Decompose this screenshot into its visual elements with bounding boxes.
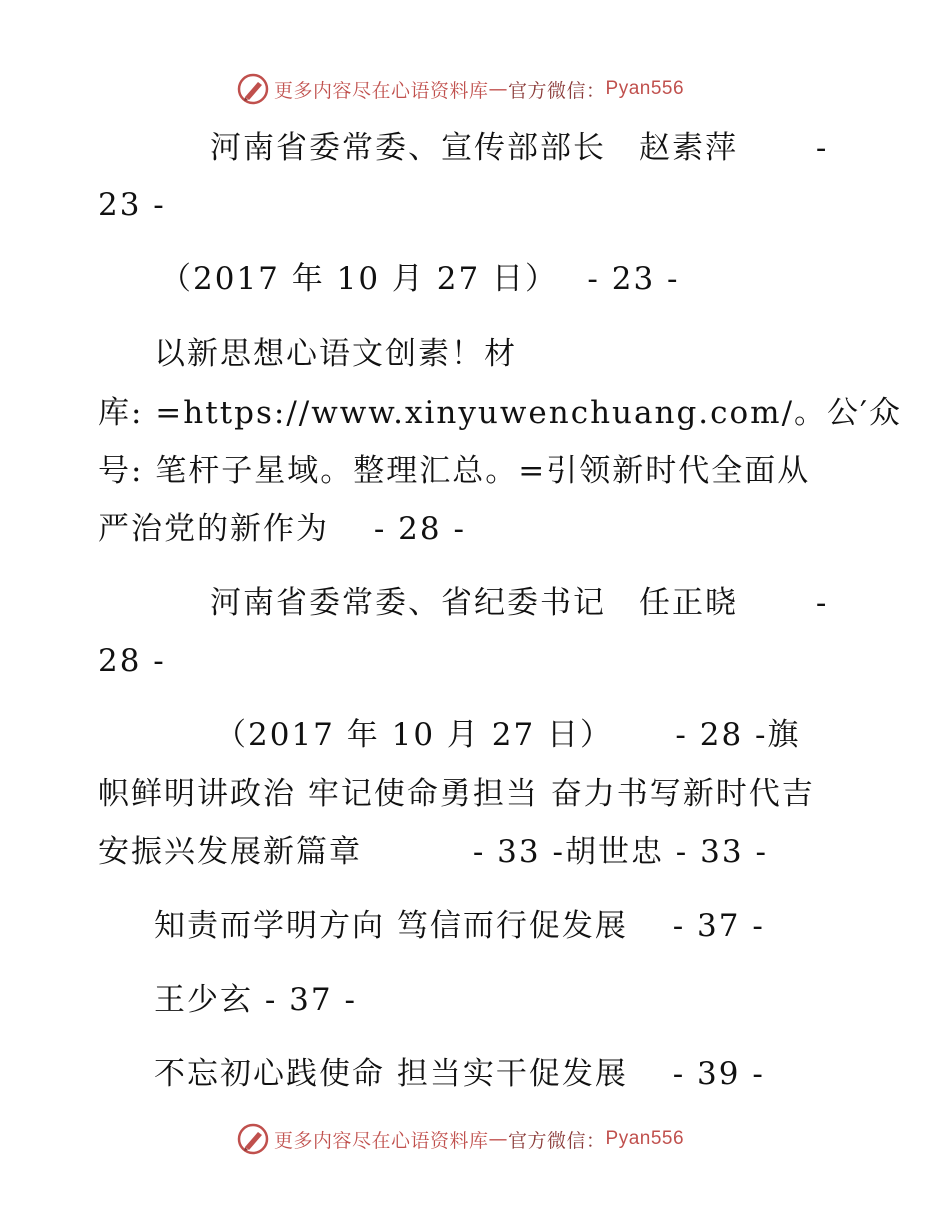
toc-line-15: 不忘初心践使命 担当实干促发展 - 39 - bbox=[154, 1056, 765, 1092]
watermark-separator: — bbox=[488, 78, 509, 100]
toc-line-5: 库: =https://www.xinyuwenchuang.com/。公′众 bbox=[98, 395, 903, 431]
toc-line-4: 以新思想心语文创素！材 bbox=[154, 336, 517, 372]
toc-line-12: 安振兴发展新篇章 - 33 -胡世忠 - 33 - bbox=[98, 834, 768, 870]
toc-line-3: （2017 年 10 月 27 日） - 23 - bbox=[160, 261, 680, 297]
pen-logo-icon bbox=[236, 72, 270, 106]
watermark-site-text: 更多内容尽在心语资料库 bbox=[274, 1129, 489, 1152]
watermark-site-text: 更多内容尽在心语资料库 bbox=[274, 79, 489, 102]
toc-line-6: 号: 笔杆子星域。整理汇总。=引领新时代全面从 bbox=[98, 453, 811, 489]
toc-line-11: 帜鲜明讲政治 牢记使命勇担当 奋力书写新时代吉 bbox=[98, 776, 815, 812]
watermark-wechat-label: 官方微信： bbox=[508, 1129, 606, 1152]
toc-line-1: 河南省委常委、宣传部部长 赵素萍 - bbox=[210, 130, 829, 166]
toc-line-7: 严治党的新作为 - 28 - bbox=[98, 511, 466, 547]
toc-line-2: 23 - bbox=[98, 187, 166, 223]
pen-logo-icon bbox=[236, 1122, 270, 1156]
toc-line-8: 河南省委常委、省纪委书记 任正晓 - bbox=[210, 585, 829, 621]
watermark-wechat-id: Pyan556 bbox=[605, 78, 685, 99]
watermark-header bbox=[236, 72, 684, 106]
toc-line-14: 王少玄 - 37 - bbox=[154, 982, 357, 1018]
watermark-footer bbox=[236, 1122, 684, 1156]
watermark-separator: — bbox=[488, 1128, 509, 1150]
toc-line-9: 28 - bbox=[98, 643, 166, 679]
toc-line-10: （2017 年 10 月 27 日） - 28 -旗 bbox=[215, 717, 801, 753]
toc-line-13: 知责而学明方向 笃信而行促发展 - 37 - bbox=[154, 908, 765, 944]
watermark-wechat-id: Pyan556 bbox=[605, 1128, 685, 1149]
watermark-wechat-label: 官方微信： bbox=[508, 79, 606, 102]
